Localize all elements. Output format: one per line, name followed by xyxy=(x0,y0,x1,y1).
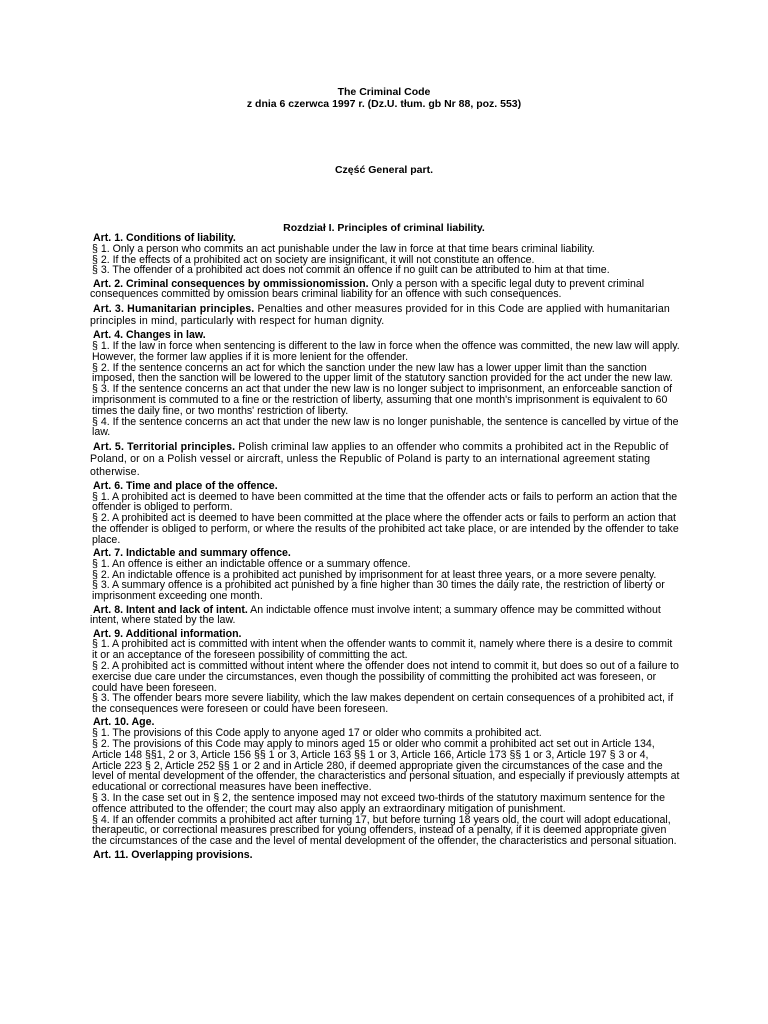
document-body xyxy=(90,233,680,863)
article-paragraph: § 4. If an offender commits a prohibited act after turning 17, but before turning 18 years old, the court will adopt educational, therapeutic, or correctional measures prescribed for young offenders, instead of a penalty, if it is deemed appropriate given the circumstances of the case and the level of mental development of the offender, the characteristics and personal situation. xyxy=(92,813,677,848)
article-2 xyxy=(90,279,680,301)
article-heading: Art. 3. Humanitarian principles. xyxy=(93,302,255,315)
article-9 xyxy=(90,629,680,715)
article-paragraph: § 2. If the effects of a prohibited act on society are insignificant, it will not constitute an offence. xyxy=(92,253,535,266)
article-heading: Art. 9. Additional information. xyxy=(93,627,242,640)
chapter-title: Rozdział I. Principles of criminal liability. xyxy=(283,222,485,234)
article-paragraph: § 4. If the sentence concerns an act that under the new law is no longer punishable, the sentence is cancelled by virtue of the law. xyxy=(92,415,679,439)
article-3 xyxy=(90,303,680,328)
document-subtitle: z dnia 6 czerwca 1997 r. (Dz.U. tłum. gb Nr 88, poz. 553) xyxy=(246,98,522,110)
article-heading: Art. 5. Territorial principles. xyxy=(93,440,236,453)
article-5 xyxy=(90,441,680,479)
article-paragraph: § 1. A prohibited act is deemed to have been committed at the time that the offender acts or fails to perform an action that the offender is obliged to perform. xyxy=(92,490,678,514)
article-paragraph: § 3. In the case set out in § 2, the sentence imposed may not exceed two-thirds of the statutory maximum sentence for the offence attributed to the offender; the court may also apply an extraordinary mitigation of punishment. xyxy=(92,792,665,815)
article-paragraph: § 3. The offender of a prohibited act does not commit an offence if no guilt can be attributed to him at that time. xyxy=(92,264,610,277)
document-title-block xyxy=(0,86,768,110)
article-paragraph: § 2. A prohibited act is deemed to have been committed at the place where the offender acts or fails to perform an action that the offender is obliged to perform, or where the results of the prohibited act take place, or are intended by the offender to take place. xyxy=(92,512,679,546)
article-text: Penalties and other measures provided for in this Code are applied with humanitarian principles in mind, particularly with respect for human dignity. xyxy=(90,302,670,328)
article-paragraph: § 3. A summary offence is a prohibited act punished by a fine higher than 30 times the daily rate, the restriction of liberty or imprisonment exceeding one month. xyxy=(92,579,665,603)
article-heading: Art. 4. Changes in law. xyxy=(93,329,206,342)
article-8 xyxy=(90,605,680,627)
article-heading: Art. 6. Time and place of the offence. xyxy=(93,479,278,492)
article-7 xyxy=(90,548,680,602)
article-4 xyxy=(90,330,680,438)
article-paragraph: § 3. If the sentence concerns an act that under the new law is no longer subject to imprisonment, an enforceable sanction of imprisonment is commuted to a fine or the restriction of liberty, assuming that one month's imprisonment is equivalent to 60 times the daily fine, or two months' restriction of liberty. xyxy=(92,383,673,417)
article-paragraph: § 3. The offender bears more severe liability, which the law makes dependent on certain consequences of a prohibited act, if the consequences were foreseen or could have been foreseen. xyxy=(92,692,674,716)
article-text: Polish criminal law applies to an offender who commits a prohibited act in the Republic of Poland, or on a Polish vessel or aircraft, unless the Republic of Poland is party to an international agreement stating otherwise. xyxy=(90,440,669,478)
article-11 xyxy=(90,850,680,861)
article-paragraph: § 1. Only a person who commits an act punishable under the law in force at that time bears criminal liability. xyxy=(92,242,595,255)
article-1 xyxy=(90,233,680,276)
article-text: An indictable offence must involve intent; a summary offence may be committed without intent, where stated by the law. xyxy=(90,603,661,627)
article-6 xyxy=(90,481,680,546)
article-paragraph: § 1. An offence is either an indictable offence or a summary offence. xyxy=(92,557,411,570)
article-heading: Art. 2. Criminal consequences by ommissionomission. xyxy=(93,277,369,290)
article-paragraph: § 1. A prohibited act is committed with intent when the offender wants to commit it, namely where there is a desire to commit it or an acceptance of the foreseen possibility of committing the act. xyxy=(92,638,673,662)
article-heading: Art. 8. Intent and lack of intent. xyxy=(93,603,248,616)
article-paragraph: § 1. The provisions of this Code apply to anyone aged 17 or older who commits a prohibited act. xyxy=(92,727,542,740)
article-heading: Art. 7. Indictable and summary offence. xyxy=(93,547,291,560)
article-paragraph: § 2. If the sentence concerns an act for which the sanction under the new law has a lower upper limit than the sanction imposed, then the sanction will be lowered to the upper limit of the statutory sanction provided for the act under the new law. xyxy=(92,361,673,385)
article-paragraph: § 1. If the law in force when sentencing is different to the law in force when the offence was committed, the new law will apply. However, the former law applies if it is more lenient for the offender. xyxy=(92,340,680,363)
part-title: Część General part. xyxy=(334,164,434,176)
article-paragraph: § 2. A prohibited act is committed without intent where the offender does not intend to commit it, but does so out of a failure to exercise due care under the circumstances, even though the possibility of committing the prohibited act was foreseen, or could have been foreseen. xyxy=(92,660,679,694)
article-heading: Art. 11. Overlapping provisions. xyxy=(93,848,253,861)
document-title: The Criminal Code xyxy=(337,86,431,98)
article-heading: Art. 10. Age. xyxy=(93,716,155,729)
article-paragraph: § 2. The provisions of this Code may apply to minors aged 15 or older who commit a prohibited act set out in Article 134, Article 148 §§1, 2 or 3, Article 156 §§ 1 or 3, Article 163 §§ 1 or 3, Article 166, Article 173 §§ 1 or 3, Article 197 § 3 or 4, Article 223 § 2, Article 252 §§ 1 or 2 and in Article 280, if deemed appropriate given the circumstances of the case and the level of mental development of the offender, the characteristics and personal situation, and especially if previously attempts at educational or correctional measures have been ineffective. xyxy=(92,738,680,794)
article-text: Only a person with a specific legal duty to prevent criminal consequences committed by omission bears criminal liability for an offence with such consequences. xyxy=(90,277,645,301)
article-10 xyxy=(90,717,680,847)
article-paragraph: § 2. An indictable offence is a prohibited act punished by imprisonment for at least three years, or a more severe penalty. xyxy=(92,568,657,581)
article-heading: Art. 1. Conditions of liability. xyxy=(93,232,236,244)
